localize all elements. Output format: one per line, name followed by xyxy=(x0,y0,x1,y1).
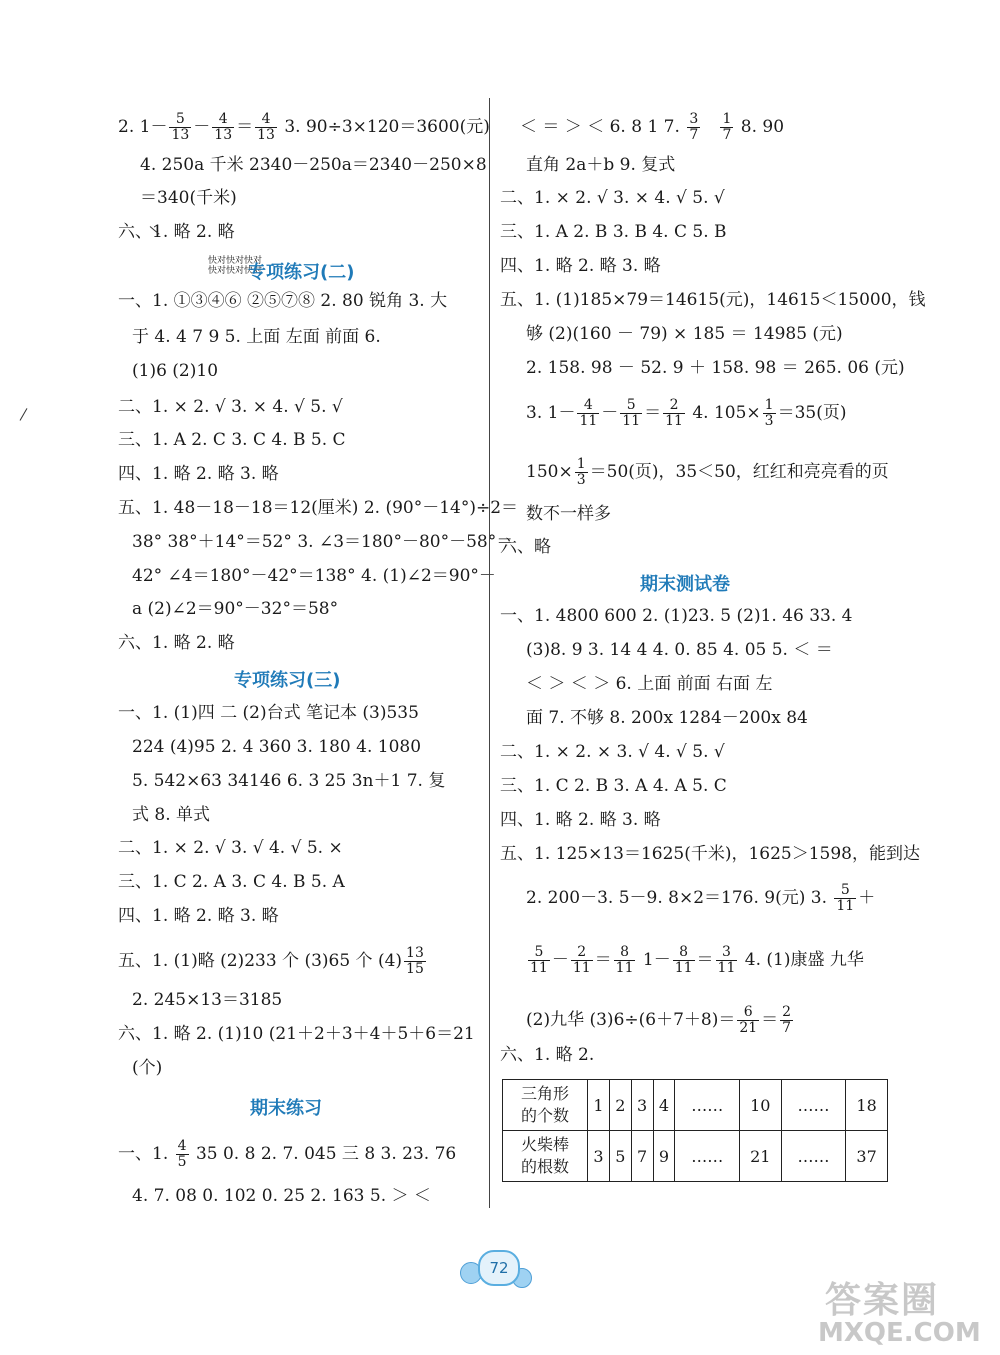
answer-line: 2. 245×13＝3185 xyxy=(132,990,283,1010)
answer-line: 四、1. 略 2. 略 3. 略 xyxy=(118,906,279,926)
answer-line: 四、1. 略 2. 略 3. 略 xyxy=(500,256,661,276)
answer-line: 2. 158. 98 － 52. 9 ＋ 158. 98 ＝ 265. 06 (元) xyxy=(526,358,905,378)
answer-line: 直角 2a＋b 9. 复式 xyxy=(526,155,676,175)
answer-line: 六、略 xyxy=(500,537,551,557)
answer-line: 224 (4)95 2. 4 360 3. 180 4. 1080 xyxy=(132,737,422,757)
table-cell: …… xyxy=(675,1080,740,1131)
table-cell: 7 xyxy=(631,1131,653,1182)
fraction: $\frac{5}{11}$ xyxy=(836,882,855,914)
answer-line: 一、1. $\frac{4}{5}$ 35 0. 8 2. 7. 045 三 8 3. 23. 76 xyxy=(118,1138,457,1170)
answer-line: 四、1. 略 2. 略 3. 略 xyxy=(500,810,661,830)
table-cell: 3 xyxy=(631,1080,653,1131)
fraction: $\frac{4}{13}$ xyxy=(214,111,233,143)
answer-line: 六、1. 略 2. (1)10 (21＋2＋3＋4＋5＋6＝21 xyxy=(118,1024,475,1044)
fraction: $\frac{4}{11}$ xyxy=(579,397,598,429)
fraction: $\frac{5}{11}$ xyxy=(530,944,548,976)
answer-line: ＜ ＝ ＞ ＜ 6. 8 1 7. $\frac{3}{7}$ $\frac{1}{7}$ 8. 90 xyxy=(520,111,785,143)
table-cell: 1 xyxy=(588,1080,610,1131)
answer-line: (2)九华 (3)6÷(6＋7＋8)＝ $\frac{6}{21}$ ＝ $\frac{2}{7}$ xyxy=(526,1004,792,1036)
table-cell: 5 xyxy=(609,1131,631,1182)
answer-line: 一、1. ①③④⑥ ②⑤⑦⑧ 2. 80 锐角 3. 大 xyxy=(118,291,448,311)
answer-line: 二、1. × 2. √ 3. √ 4. √ 5. × xyxy=(118,838,343,858)
table-header-cell: 火柴棒 的根数 xyxy=(503,1131,588,1182)
answer-line: 3. 1－ $\frac{4}{11}$ － $\frac{5}{11}$ ＝ $\frac{2}{11}$ 4. 105× $\frac{1}{3}$ ＝35(页) xyxy=(526,397,847,429)
table-row xyxy=(503,1080,888,1131)
fraction: $\frac{1}{3}$ xyxy=(576,456,586,488)
answer-line: a (2)∠2＝90°－32°＝58° xyxy=(132,599,339,619)
answer-line: 2. 200－3. 5－9. 8×2＝176. 9(元) 3. $\frac{5}{11}$ ＋ xyxy=(526,882,876,914)
answer-line: 三、1. C 2. A 3. C 4. B 5. A xyxy=(118,872,345,892)
pen-mark xyxy=(20,408,28,421)
table-cell: …… xyxy=(781,1080,846,1131)
table-cell: 10 xyxy=(739,1080,781,1131)
answer-line: 二、1. × 2. × 3. √ 4. √ 5. √ xyxy=(500,742,725,762)
answer-line: 38° 38°＋14°＝52° 3. ∠3＝180°－80°－58°＝ xyxy=(132,532,514,552)
table-cell: …… xyxy=(675,1131,740,1182)
section-heading: 专项练习(二) xyxy=(248,262,355,283)
matchstick-table xyxy=(502,1079,888,1182)
answer-line: 一、1. (1)四 二 (2)台式 笔记本 (3)535 xyxy=(118,703,419,723)
fraction: $\frac{8}{11}$ xyxy=(615,944,634,976)
fraction: $\frac{5}{13}$ xyxy=(171,111,190,143)
answer-line: 三、1. A 2. C 3. C 4. B 5. C xyxy=(118,430,346,450)
fraction: $\frac{4}{5}$ xyxy=(177,1138,187,1170)
table-cell: 37 xyxy=(846,1131,888,1182)
fraction: $\frac{2}{7}$ xyxy=(782,1004,792,1036)
table-cell: 21 xyxy=(739,1131,781,1182)
section-heading: 专项练习(三) xyxy=(234,670,341,691)
answer-line: 一、1. 4800 600 2. (1)23. 5 (2)1. 46 33. 4 xyxy=(500,606,853,626)
watermark-logo: 答案圈 xyxy=(825,1280,940,1321)
answer-line: 4. 250a 千米 2340－250a＝2340－250×8 xyxy=(140,155,487,175)
answer-line: (1)6 (2)10 xyxy=(132,361,219,381)
answer-line: 五、1. (1)略 (2)233 个 (3)65 个 (4) $\frac{13}{15}$ xyxy=(118,945,424,977)
fraction: $\frac{5}{11}$ xyxy=(622,397,641,429)
answer-line: 数不一样多 xyxy=(526,504,611,524)
answer-line: 二、1. × 2. √ 3. × 4. √ 5. √ xyxy=(118,397,343,417)
answer-line: 面 7. 不够 8. 200x 1284－200x 84 xyxy=(526,708,808,728)
answer-line: 五、1. 48－18－18＝12(厘米) 2. (90°－14°)÷2＝ xyxy=(118,498,519,518)
section-heading: 期末练习 xyxy=(250,1098,322,1119)
answer-line: 六、1. 略 2. 略 xyxy=(118,222,235,242)
table-cell: 9 xyxy=(653,1131,675,1182)
answer-line: 够 (2)(160 － 79) × 185 ＝ 14985 (元) xyxy=(526,324,843,344)
answer-line: 五、1. 125×13＝1625(千米)，1625＞1598，能到达 xyxy=(500,844,921,864)
table-header-cell: 三角形 的个数 xyxy=(503,1080,588,1131)
answer-line: 六、1. 略 2. 略 xyxy=(118,633,235,653)
fraction: $\frac{3}{7}$ xyxy=(689,111,699,143)
answer-line: (3)8. 9 3. 14 4 4. 0. 85 4. 05 5. ＜ ＝ xyxy=(526,640,833,660)
answer-line: 五、1. (1)185×79＝14615(元)，14615＜15000，钱 xyxy=(500,290,926,310)
table-cell: 4 xyxy=(653,1080,675,1131)
answer-line: 2. 1－ $\frac{5}{13}$ － $\frac{4}{13}$ ＝ $\frac{4}{13}$ 3. 90÷3×120＝3600(元) xyxy=(118,111,490,143)
answer-line: ＝340(千米) xyxy=(140,188,237,208)
answer-line: (个) xyxy=(132,1058,163,1078)
table-row xyxy=(503,1131,888,1182)
table-cell: 2 xyxy=(609,1080,631,1131)
fraction: $\frac{13}{15}$ xyxy=(406,945,424,977)
answer-line: 式 8. 单式 xyxy=(132,805,211,825)
stamp-text: 快对快对快对 快对快对快对 xyxy=(208,256,263,276)
table-cell: 18 xyxy=(846,1080,888,1131)
answer-line: 二、1. × 2. √ 3. × 4. √ 5. √ xyxy=(500,188,725,208)
fraction: $\frac{2}{11}$ xyxy=(665,397,683,429)
answer-line: 5. 542×63 34146 6. 3 25 3n＋1 7. 复 xyxy=(132,771,446,791)
watermark-url: MXQE.COM xyxy=(818,1318,981,1348)
answer-line: 三、1. C 2. B 3. A 4. A 5. C xyxy=(500,776,727,796)
answer-line: ＜ ＞ ＜ ＞ 6. 上面 前面 右面 左 xyxy=(526,674,773,694)
fraction: $\frac{1}{7}$ xyxy=(722,111,732,143)
answer-line: 4. 7. 08 0. 102 0. 25 2. 163 5. ＞ ＜ xyxy=(132,1186,431,1206)
fraction: $\frac{4}{13}$ xyxy=(257,111,275,143)
fraction: $\frac{6}{21}$ xyxy=(739,1004,758,1036)
answer-line: 150× $\frac{1}{3}$ ＝50(页)，35＜50，红红和亮亮看的页 xyxy=(526,456,889,488)
table-cell: 3 xyxy=(588,1131,610,1182)
fraction: $\frac{3}{11}$ xyxy=(717,944,736,976)
column-divider xyxy=(489,98,490,1208)
fraction: $\frac{8}{11}$ xyxy=(674,944,693,976)
section-heading: 期末测试卷 xyxy=(640,574,730,595)
answer-line: 四、1. 略 2. 略 3. 略 xyxy=(118,464,279,484)
page-number: 72 xyxy=(478,1250,520,1286)
answer-line: 42° ∠4＝180°－42°＝138° 4. (1)∠2＝90°－ xyxy=(132,566,496,586)
table-cell: …… xyxy=(781,1131,846,1182)
answer-line: 于 4. 4 7 9 5. 上面 左面 前面 6. xyxy=(132,327,381,347)
answer-line: 六、1. 略 2. xyxy=(500,1045,595,1065)
answer-line: 三、1. A 2. B 3. B 4. C 5. B xyxy=(500,222,727,242)
fraction: $\frac{1}{3}$ xyxy=(764,397,774,429)
answer-line: $\frac{5}{11}$ － $\frac{2}{11}$ ＝ $\frac{8}{11}$ 1－ $\frac{8}{11}$ ＝ $\frac{3}{11}$ 4. (1)康盛 九华 xyxy=(530,944,864,976)
fraction: $\frac{2}{11}$ xyxy=(572,944,591,976)
